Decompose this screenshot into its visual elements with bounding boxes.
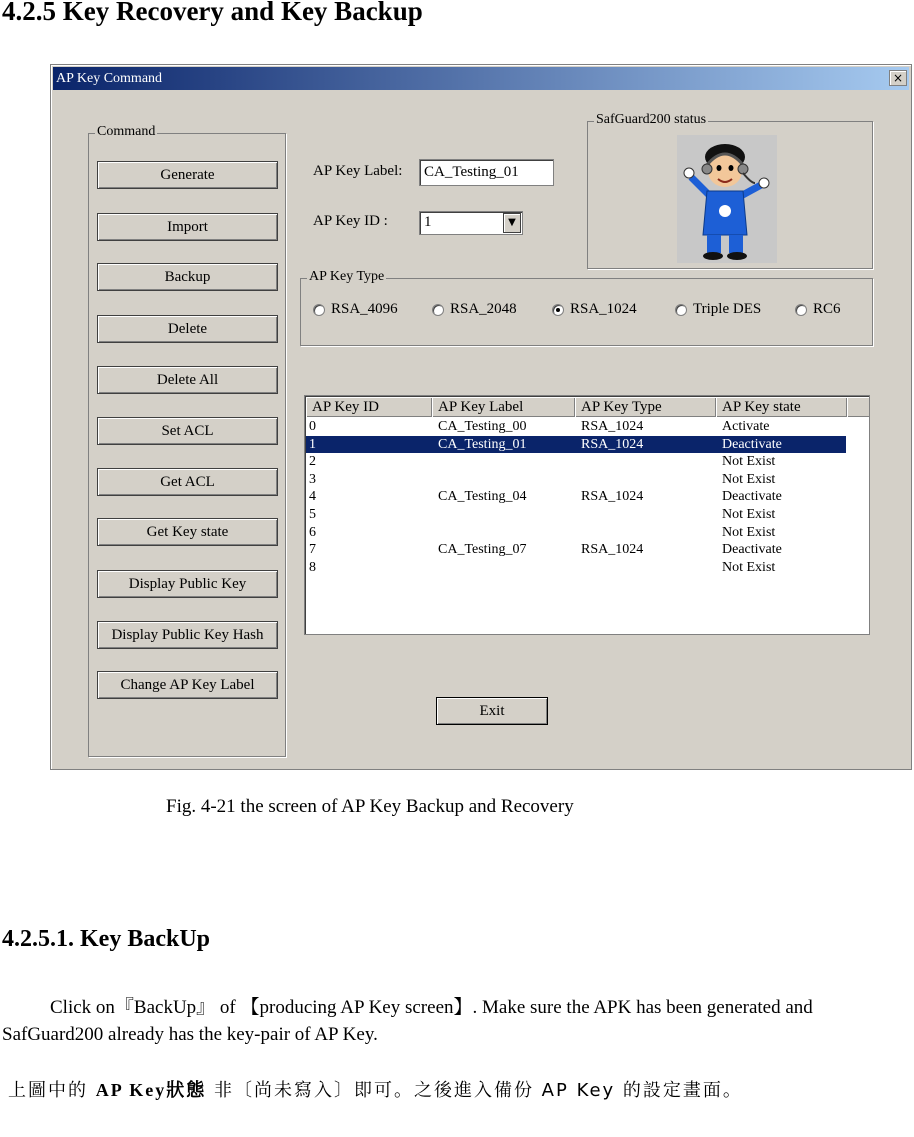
window-titlebar bbox=[53, 67, 909, 90]
table-row[interactable] bbox=[306, 506, 846, 524]
cell-label: CA_Testing_07 bbox=[438, 542, 527, 558]
table-row[interactable] bbox=[306, 436, 846, 454]
cell-id: 1 bbox=[309, 436, 316, 452]
mascot-icon bbox=[677, 135, 777, 263]
command-group-legend: Command bbox=[97, 124, 156, 139]
cell-type: RSA_1024 bbox=[581, 419, 644, 434]
cell-state: Deactivate bbox=[722, 436, 782, 452]
radio-label: RSA_2048 bbox=[450, 301, 517, 317]
cell-id: 6 bbox=[309, 524, 316, 540]
radio-button-icon[interactable] bbox=[795, 304, 807, 316]
cell-state: Not Exist bbox=[722, 507, 776, 522]
cell-id: 4 bbox=[309, 489, 316, 505]
radio-button-icon[interactable] bbox=[313, 304, 325, 316]
delete-button[interactable]: Delete bbox=[97, 315, 278, 343]
figure-caption: Fig. 4-21 the screen of AP Key Backup and Recovery bbox=[166, 796, 574, 817]
cell-id: 7 bbox=[309, 542, 316, 558]
ap-key-list[interactable] bbox=[304, 395, 870, 635]
cell-state: Not Exist bbox=[722, 454, 776, 470]
radio-rsa-1024[interactable] bbox=[552, 301, 637, 318]
exit-button[interactable]: Exit bbox=[436, 697, 548, 725]
import-button[interactable]: Import bbox=[97, 213, 278, 241]
generate-button[interactable]: Generate bbox=[97, 161, 278, 189]
table-row[interactable] bbox=[306, 524, 846, 542]
list-header bbox=[306, 397, 868, 417]
close-button[interactable]: × bbox=[889, 70, 907, 86]
column-header-ap-key-state[interactable]: AP Key state bbox=[716, 397, 847, 417]
table-row[interactable] bbox=[306, 418, 846, 436]
ap-key-label-input[interactable] bbox=[419, 159, 554, 186]
cell-state: Not Exist bbox=[722, 524, 776, 540]
radio-rsa-4096[interactable] bbox=[313, 301, 398, 318]
safguard-status-legend: SafGuard200 status bbox=[596, 112, 707, 127]
subsection-heading: 4.2.5.1. Key BackUp bbox=[2, 926, 211, 952]
set-acl-button[interactable]: Set ACL bbox=[97, 417, 278, 445]
ap-key-label-caption: AP Key Label: bbox=[313, 163, 403, 179]
cell-type: RSA_1024 bbox=[581, 542, 644, 558]
table-row[interactable] bbox=[306, 559, 846, 577]
cell-id: 8 bbox=[309, 559, 316, 575]
display-public-key-button[interactable]: Display Public Key bbox=[97, 570, 278, 598]
backup-button[interactable]: Backup bbox=[97, 263, 278, 291]
column-header-filler bbox=[847, 397, 870, 417]
display-public-key-hash-button[interactable]: Display Public Key Hash bbox=[97, 621, 278, 649]
chinese-text-post: 非〔尚未寫入〕即可。之後進入備份 AP Key 的設定畫面。 bbox=[206, 1080, 743, 1101]
cell-id: 3 bbox=[309, 471, 316, 487]
cell-id: 2 bbox=[309, 454, 316, 470]
cell-state: Not Exist bbox=[722, 559, 776, 575]
column-header-ap-key-type[interactable]: AP Key Type bbox=[575, 397, 716, 417]
radio-button-icon[interactable] bbox=[432, 304, 444, 316]
cell-label: CA_Testing_04 bbox=[438, 489, 527, 505]
change-ap-key-label-button[interactable]: Change AP Key Label bbox=[97, 671, 278, 699]
ap-key-id-select[interactable] bbox=[419, 211, 523, 235]
cell-id: 5 bbox=[309, 507, 316, 522]
chinese-text-bold: AP Key狀態 bbox=[95, 1080, 207, 1100]
ap-key-id-value: 1 bbox=[424, 214, 432, 230]
key-type-legend: AP Key Type bbox=[309, 269, 385, 284]
section-heading: 4.2.5 Key Recovery and Key Backup bbox=[2, 0, 423, 26]
ap-key-command-window bbox=[50, 64, 912, 770]
column-header-ap-key-label[interactable]: AP Key Label bbox=[432, 397, 575, 417]
column-header-ap-key-id[interactable]: AP Key ID bbox=[306, 397, 432, 417]
chinese-text-pre: 上圖中的 bbox=[8, 1080, 96, 1101]
radio-label: RC6 bbox=[813, 301, 841, 317]
delete-all-button[interactable]: Delete All bbox=[97, 366, 278, 394]
radio-label: RSA_4096 bbox=[331, 301, 398, 317]
cell-label: CA_Testing_01 bbox=[438, 436, 527, 452]
window-title: AP Key Command bbox=[56, 71, 163, 86]
chinese-paragraph bbox=[8, 1075, 888, 1106]
radio-button-icon[interactable] bbox=[675, 304, 687, 316]
table-row[interactable] bbox=[306, 541, 846, 559]
ap-key-id-caption: AP Key ID : bbox=[313, 213, 388, 229]
chevron-down-icon[interactable]: ▼ bbox=[503, 213, 521, 233]
get-key-state-button[interactable]: Get Key state bbox=[97, 518, 278, 546]
cell-state: Activate bbox=[722, 419, 770, 434]
table-row[interactable] bbox=[306, 453, 846, 471]
cell-type: RSA_1024 bbox=[581, 489, 644, 505]
table-row[interactable] bbox=[306, 488, 846, 506]
cell-label: CA_Testing_00 bbox=[438, 419, 527, 434]
cell-state: Deactivate bbox=[722, 542, 782, 558]
body-paragraph: Click on『BackUp』 of 【producing AP Key screen】. Make sure the APK has been generated and SafGuard200 already has the key-pair of AP Key. bbox=[2, 997, 813, 1045]
radio-rsa-2048[interactable] bbox=[432, 301, 517, 318]
radio-label: RSA_1024 bbox=[570, 301, 637, 317]
radio-button-icon[interactable] bbox=[552, 304, 564, 316]
cell-id: 0 bbox=[309, 419, 316, 434]
table-row[interactable] bbox=[306, 471, 846, 489]
radio-triple-des[interactable] bbox=[675, 301, 761, 318]
cell-state: Deactivate bbox=[722, 489, 782, 505]
cell-type: RSA_1024 bbox=[581, 436, 644, 452]
mascot-image bbox=[677, 135, 777, 263]
cell-state: Not Exist bbox=[722, 471, 776, 487]
radio-rc6[interactable] bbox=[795, 301, 841, 318]
radio-label: Triple DES bbox=[693, 301, 762, 317]
get-acl-button[interactable]: Get ACL bbox=[97, 468, 278, 496]
